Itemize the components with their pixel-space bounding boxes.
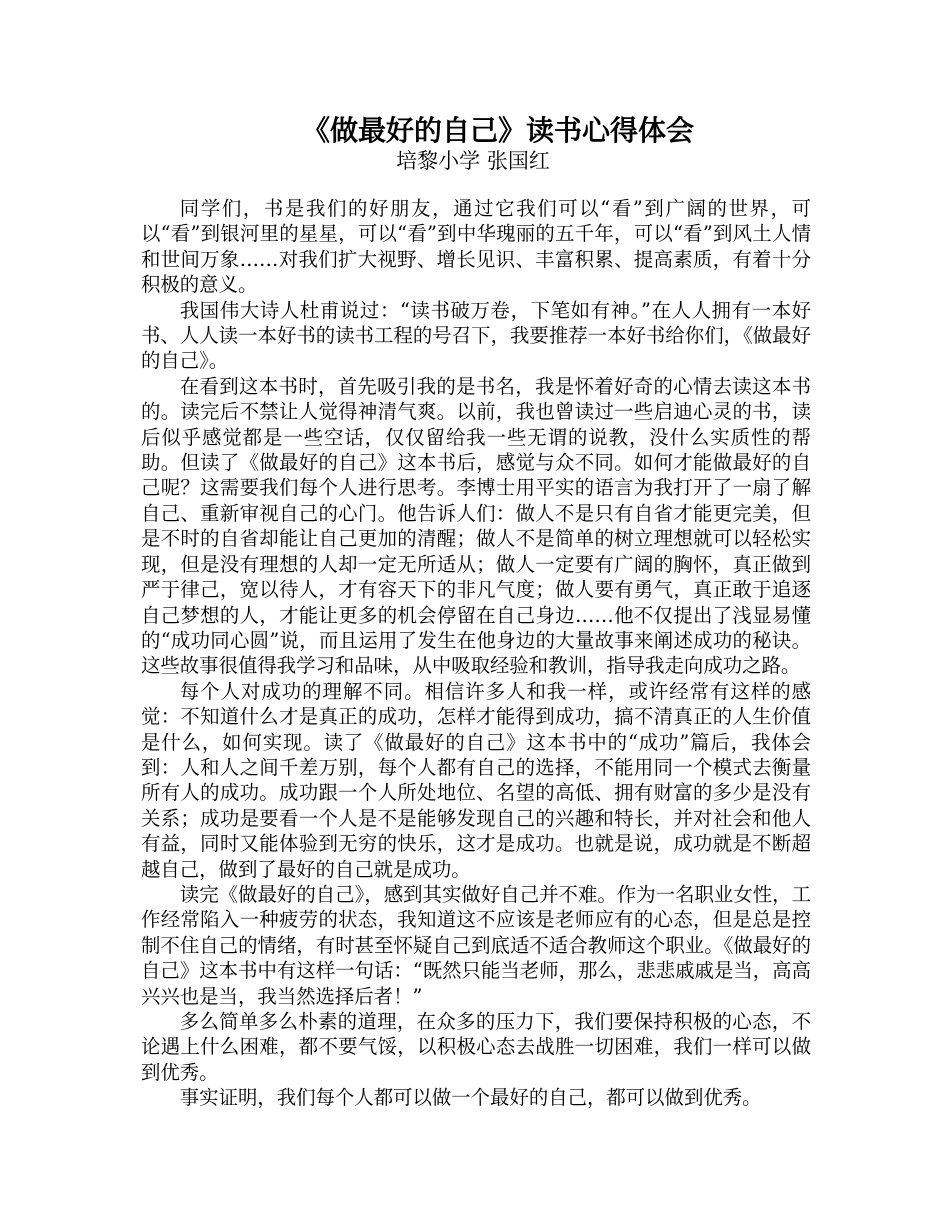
document-author: 培黎小学 张国红 xyxy=(396,149,550,173)
document-body xyxy=(141,196,811,1111)
body-paragraph: 在看到这本书时，首先吸引我的是书名，我是怀着好奇的心情去读这本书的。读完后不禁让人觉得神清气爽。以前，我也曾读过一些启迪心灵的书，读后似乎感觉都是一些空话，仅仅留给我一些无谓的说教，没什么实质性的帮助。但读了《做最好的自己》这本书后，感觉与众不同。如何才能做最好的自己呢？这需要我们每个人进行思考。李博士用平实的语言为我打开了一扇了解自己、重新审视自己的心门。他告诉人们：做人不是只有自省才能更完美，但是不时的自省却能让自己更加的清醒；做人不是简单的树立理想就可以轻松实现，但是没有理想的人却一定无所适从；做人一定要有广阔的胸怀，真正做到严于律己，宽以待人，才有容天下的非凡气度；做人要有勇气，真正敢于追逐自己梦想的人，才能让更多的机会停留在自己身边……他不仅提出了浅显易懂的“成功同心圆”说，而且运用了发生在他身边的大量故事来阐述成功的秘诀。这些故事很值得我学习和品味，从中吸取经验和教训，指导我走向成功之路。 xyxy=(141,374,811,678)
body-paragraph: 事实证明，我们每个人都可以做一个最好的自己，都可以做到优秀。 xyxy=(179,1086,762,1110)
body-paragraph: 读完《做最好的自己》，感到其实做好自己并不难。作为一名职业女性，工作经常陷入一种疲劳的状态，我知道这不应该是老师应有的心态，但是总是控制不住自己的情绪，有时甚至怀疑自己到底适不适合教师这个职业。《做最好的自己》这本书中有这样一句话：“既然只能当老师，那么，悲悲戚戚是当，高高兴兴也是当，我当然选择后者！” xyxy=(141,882,811,1008)
document-title: 《做最好的自己》读书心得体会 xyxy=(301,114,694,147)
body-paragraph: 我国伟大诗人杜甫说过：“读书破万卷，下笔如有神。”在人人拥有一本好书、人人读一本好书的读书工程的号召下，我要推荐一本好书给你们，《做最好的自己》。 xyxy=(141,298,811,373)
body-paragraph: 同学们，书是我们的好朋友，通过它我们可以“看”到广阔的世界，可以“看”到银河里的星星，可以“看”到中华瑰丽的五千年，可以“看”到风土人情和世间万象……对我们扩大视野、增长见识、丰富积累、提高素质，有着十分积极的意义。 xyxy=(141,197,811,297)
body-paragraph: 每个人对成功的理解不同。相信许多人和我一样，或许经常有这样的感觉：不知道什么才是真正的成功，怎样才能得到成功，搞不清真正的人生价值是什么，如何实现。读了《做最好的自己》这本书中的“成功”篇后，我体会到：人和人之间千差万别，每个人都有自己的选择，不能用同一个模式去衡量所有人的成功。成功跟一个人所处地位、名望的高低、拥有财富的多少是没有关系；成功是要看一个人是不是能够发现自己的兴趣和特长，并对社会和他人有益，同时又能体验到无穷的快乐，这才是成功。也就是说，成功就是不断超越自己，做到了最好的自己就是成功。 xyxy=(141,679,811,881)
body-paragraph: 多么简单多么朴素的道理，在众多的压力下，我们要保持积极的心态，不论遇上什么困难，都不要气馁，以积极心态去战胜一切困难，我们一样可以做到优秀。 xyxy=(141,1010,811,1084)
